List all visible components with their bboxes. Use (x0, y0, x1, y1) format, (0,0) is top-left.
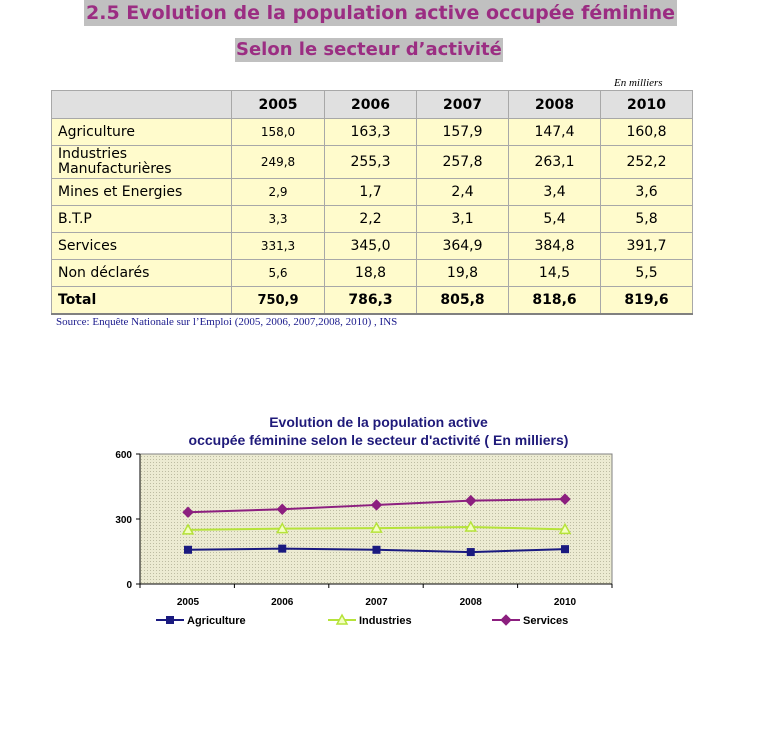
total-cell: 786,3 (325, 287, 417, 315)
table-cell: 160,8 (601, 119, 693, 146)
plot-area (140, 454, 612, 584)
table-cell: 3,1 (417, 206, 509, 233)
row-label: B.T.P (52, 206, 232, 233)
table-cell: 263,1 (509, 146, 601, 179)
y-tick-label: 600 (115, 450, 132, 461)
legend-label-industries: Industries (359, 615, 412, 627)
x-tick-label: 2006 (271, 597, 294, 608)
data-point-agriculture (279, 545, 286, 552)
table-cell: 1,7 (325, 179, 417, 206)
data-point-agriculture (185, 546, 192, 553)
table-cell: 14,5 (509, 260, 601, 287)
table-cell: 5,8 (601, 206, 693, 233)
row-label: Services (52, 233, 232, 260)
row-label: Non déclarés (52, 260, 232, 287)
legend-marker-agriculture (167, 617, 174, 624)
legend-label-agriculture: Agriculture (187, 615, 246, 627)
total-cell: 750,9 (232, 287, 325, 315)
total-cell: 819,6 (601, 287, 693, 315)
table-cell: 252,2 (601, 146, 693, 179)
total-cell: 805,8 (417, 287, 509, 315)
table-cell: 163,3 (325, 119, 417, 146)
header-cell: 2006 (325, 91, 417, 119)
table-cell: 249,8 (232, 146, 325, 179)
data-point-agriculture (467, 549, 474, 556)
x-tick-label: 2010 (553, 597, 577, 608)
section-title: 2.5 Evolution de la population active occupée féminine (86, 2, 676, 24)
source-note: Source: Enquête Nationale sur l’Emploi (2005, 2006, 2007,2008, 2010) , INS (56, 316, 398, 328)
table-cell: 5,5 (601, 260, 693, 287)
table-cell: 364,9 (417, 233, 509, 260)
chart-title-line: Evolution de la population active (269, 414, 488, 430)
unit-note: En milliers (614, 77, 663, 89)
header-cell: 2008 (509, 91, 601, 119)
section-subtitle: Selon le secteur d’activité (236, 39, 502, 60)
data-point-agriculture (373, 546, 380, 553)
row-label: Agriculture (52, 119, 232, 146)
x-tick-label: 2007 (365, 597, 388, 608)
table-cell: 345,0 (325, 233, 417, 260)
legend-label-services: Services (523, 615, 569, 627)
table-cell: 384,8 (509, 233, 601, 260)
table-cell: 157,9 (417, 119, 509, 146)
chart-title-line: occupée féminine selon le secteur d'activité ( En milliers) (188, 432, 569, 448)
table-cell: 5,6 (232, 260, 325, 287)
table-cell: 331,3 (232, 233, 325, 260)
y-tick-label: 300 (115, 515, 132, 526)
header-cell: 2010 (601, 91, 693, 119)
row-label: Industries Manufacturières (52, 146, 232, 179)
table-cell: 391,7 (601, 233, 693, 260)
x-tick-label: 2005 (176, 597, 200, 608)
table-cell: 3,4 (509, 179, 601, 206)
table-cell: 2,4 (417, 179, 509, 206)
legend-marker-services (501, 615, 511, 625)
table-cell: 158,0 (232, 119, 325, 146)
table-cell: 19,8 (417, 260, 509, 287)
total-cell: 818,6 (509, 287, 601, 315)
row-label: Mines et Energies (52, 179, 232, 206)
table-cell: 18,8 (325, 260, 417, 287)
table-cell: 2,9 (232, 179, 325, 206)
header-cell: 2007 (417, 91, 509, 119)
x-tick-label: 2008 (459, 597, 482, 608)
table-cell: 255,3 (325, 146, 417, 179)
table-cell: 5,4 (509, 206, 601, 233)
row-label: Total (52, 287, 232, 315)
table-cell: 3,3 (232, 206, 325, 233)
data-point-agriculture (562, 546, 569, 553)
y-tick-label: 0 (126, 580, 132, 591)
header-cell: 2005 (232, 91, 325, 119)
table-cell: 147,4 (509, 119, 601, 146)
table-cell: 3,6 (601, 179, 693, 206)
table-cell: 257,8 (417, 146, 509, 179)
table-cell: 2,2 (325, 206, 417, 233)
